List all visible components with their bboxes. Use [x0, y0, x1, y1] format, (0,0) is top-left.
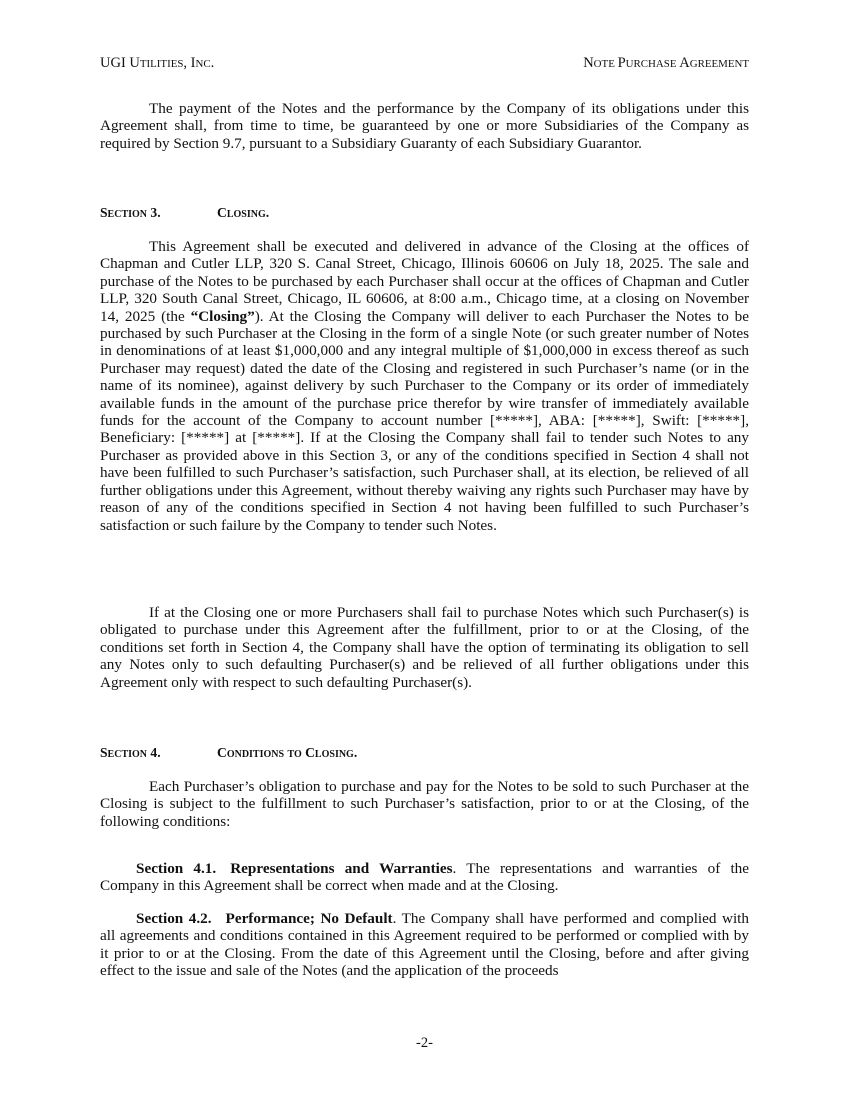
guaranty-paragraph: The payment of the Notes and the performance by the Company of its obligations under this Agreement shall, from time to time, be guaranteed by one or more Subsidiaries of the Company as required by Section 9.7, pursuant to a Subsidiary Guaranty of each Subsidiary Guarantor. [100, 100, 749, 152]
section-4-1-paragraph [100, 860, 749, 895]
section-4-1-title: Representations and Warranties [230, 860, 453, 877]
section-4-heading [100, 744, 749, 761]
section-4-2-number: Section 4.2. [136, 910, 212, 927]
section-4-intro-paragraph: Each Purchaser’s obligation to purchase and pay for the Notes to be sold to such Purchaser at the Closing is subject to the fulfillment to such Purchaser’s satisfaction, prior to or at the Closing, of the following conditions: [100, 778, 749, 830]
section-3-default-paragraph: If at the Closing one or more Purchasers shall fail to purchase Notes which such Purchaser(s) is obligated to purchase under this Agreement after the fulfillment, prior to or at the Closing, of the conditions set forth in Section 4, the Company shall have the option of terminating its obligation to sell any Notes only to such defaulting Purchaser(s) and be relieved of all further obligations under this Agreement only with respect to such defaulting Purchaser(s). [100, 604, 749, 691]
closing-defined-term: “Closing” [190, 307, 255, 325]
section-4-2-text: . The Company shall have performed and complied with all agreements and conditions contained in this Agreement required to be performed or complied with by it prior to or at the Closing. From the date of this Agreement until the Closing, before and after giving effect to the issue and sale of the Notes (and the application of the proceeds [100, 910, 749, 980]
section-4-2-title: Performance; No Default [225, 910, 393, 927]
page-number: -2- [416, 1035, 433, 1051]
running-header [100, 54, 749, 72]
section-3-heading [100, 204, 749, 221]
header-company-name: UGI UTILITIES, INC. [100, 55, 215, 71]
header-document-title: NOTE PURCHASE AGREEMENT [583, 55, 749, 71]
section-4-1-text: . The representations and warranties of the Company in this Agreement shall be correct when made and at the Closing. [100, 860, 749, 895]
section-3-closing-paragraph [100, 238, 749, 534]
section-4-title: Conditions to Closing. [217, 745, 358, 760]
section-4-number: Section 4. [100, 745, 161, 760]
section-3-para1-before: This Agreement shall be executed and delivered in advance of the Closing at the offices of Chapman and Cutler LLP, 320 S. Canal Street, Chicago, Illinois 60606 on July 18, 2025. The sale and purchase of the Notes to be purchased by each Purchaser shall occur at the offices of Chapman and Cutler LLP, 320 South Canal Street, Chicago, IL 60606, at 8:00 a.m., Chicago time, at a closing on November 14, 2025 (the [100, 238, 749, 325]
section-4-2-paragraph [100, 910, 749, 980]
section-3-para1-after: ). At the Closing the Company will deliver to each Purchaser the Notes to be purchased by such Purchaser at the Closing in the form of a single Note (or such greater number of Notes in denominations of at least $1,000,000 and any integral multiple of $1,000,000 in excess thereof as such Purchaser may request) dated the date of the Closing and registered in such Purchaser’s name (or in the name of its nominee), against delivery by such Purchaser to the Company or its order of immediately available funds in the amount of the purchase price therefor by wire transfer of immediately available funds for the account of the Company to account number [*****], ABA: [*****], Swift: [*****], Beneficiary: [*****] at [*****]. If at the Closing the Company shall fail to tender such Notes to any Purchaser as provided above in this Section 3, or any of the conditions specified in Section 4 shall not have been fulfilled to such Purchaser’s satisfaction, such Purchaser shall, at its election, be relieved of all further obligations under this Agreement, without thereby waiving any rights such Purchaser may have by reason of any of the conditions specified in Section 4 not having been fulfilled to such Purchaser’s satisfaction or such failure by the Company to tender such Notes. [100, 307, 749, 534]
section-3-title: Closing. [217, 205, 270, 220]
section-3-number: Section 3. [100, 205, 161, 220]
section-4-1-number: Section 4.1. [136, 860, 217, 877]
